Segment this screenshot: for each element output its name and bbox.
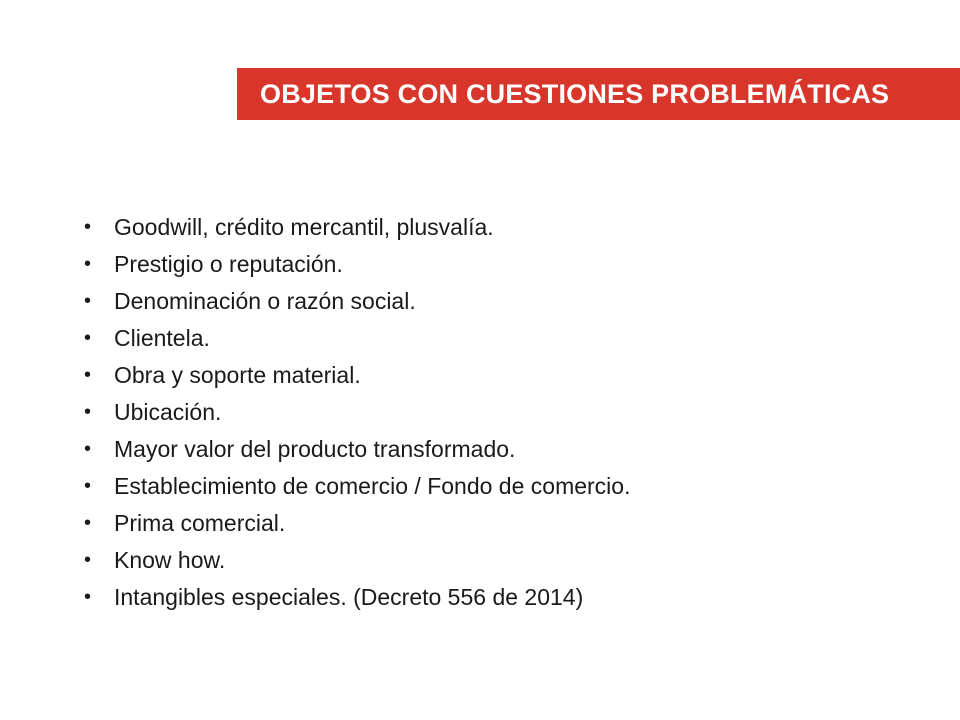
list-item: [84, 209, 630, 246]
list-item: [84, 246, 630, 283]
list-item: [84, 579, 630, 616]
slide-title: OBJETOS CON CUESTIONES PROBLEMÁTICAS: [260, 78, 890, 109]
list-item: [84, 431, 630, 468]
bullet-icon: •: [84, 216, 92, 238]
list-item: [84, 320, 630, 357]
list-item-text: Intangibles especiales. (Decreto 556 de 2014): [114, 584, 584, 610]
bullet-icon: •: [84, 327, 92, 349]
bullet-icon: •: [84, 549, 92, 571]
list-item: [84, 468, 630, 505]
bullet-icon: •: [84, 586, 92, 608]
list-item-text: Clientela.: [114, 325, 210, 351]
list-item: [84, 542, 630, 579]
title-banner: [237, 68, 960, 120]
bullet-icon: •: [84, 512, 92, 534]
list-item: [84, 357, 630, 394]
list-item: [84, 394, 630, 431]
list-item-text: Prestigio o reputación.: [114, 251, 343, 277]
bullet-icon: •: [84, 475, 92, 497]
bullet-icon: •: [84, 290, 92, 312]
list-item-text: Obra y soporte material.: [114, 362, 361, 388]
list-item-text: Denominación o razón social.: [114, 288, 416, 314]
bullet-icon: •: [84, 401, 92, 423]
list-item-text: Mayor valor del producto transformado.: [114, 436, 516, 462]
list-item: [84, 283, 630, 320]
bullet-icon: •: [84, 364, 92, 386]
list-item: [84, 505, 630, 542]
list-item-text: Know how.: [114, 547, 226, 573]
list-item-text: Prima comercial.: [114, 510, 286, 536]
list-item-text: Establecimiento de comercio / Fondo de comercio.: [114, 473, 631, 499]
list-item-text: Goodwill, crédito mercantil, plusvalía.: [114, 214, 494, 240]
list-item-text: Ubicación.: [114, 399, 222, 425]
bullet-icon: •: [84, 253, 92, 275]
bullet-list: [84, 209, 630, 616]
bullet-icon: •: [84, 438, 92, 460]
